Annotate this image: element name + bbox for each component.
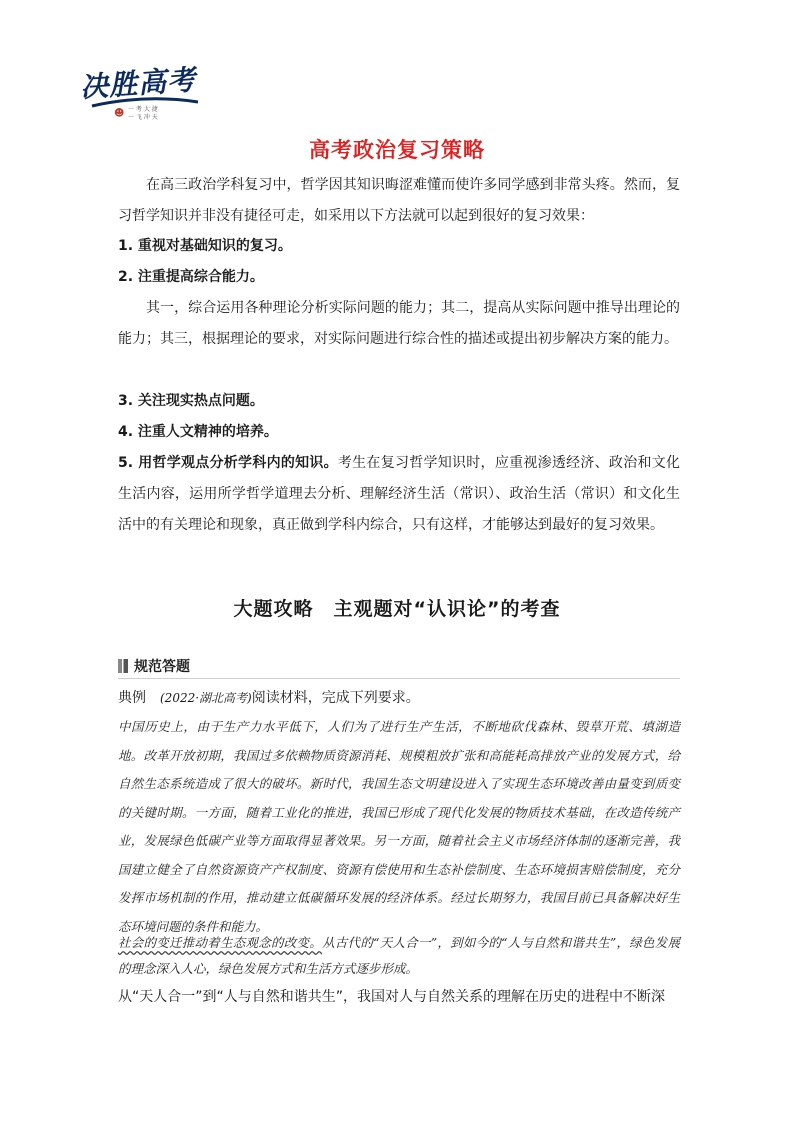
example-header [118, 686, 420, 710]
list-item-1: 1. 重视对基础知识的复习。 [118, 238, 292, 254]
logo-text: 决胜高考 [79, 62, 198, 105]
section-label-bar [118, 656, 680, 679]
material-underlined: 社会的变迁推动着生态观念的改变。 [118, 935, 323, 950]
example-prefix: 典例 [118, 690, 160, 706]
list-item-5-text: 考生在复习哲学知识时，应重视渗透经济、政治和文化生活内容，运用所学哲学道理去分析、理解经济生活（常识）、政治生活（常识）和文化生活中的有关理论和现象，真正做到学科内综合，只有这样，才能够达到最好的复习效果。 [118, 455, 680, 533]
answer-line: 从“天人合一”到“人与自然和谐共生”，我国对人与自然关系的理解在历史的进程中不断深 [118, 989, 666, 1005]
list-item-5 [118, 448, 680, 541]
material-paragraph-2 [118, 930, 680, 982]
logo-subtitle: 一 考 大 捷 一 飞 冲 天 [128, 106, 158, 121]
list-item-2-detail: 其一，综合运用各种理论分析实际问题的能力；其二，提高从实际问题中推导出理论的能力；其三，根据理论的要求，对实际问题进行综合性的描述或提出初步解决方案的能力。 [118, 300, 680, 347]
material-rest: 从古代的“天人合一”，到如今的“人与自然和谐共生”，绿色发展的理念深入人心，绿色发展方式和生活方式逐步形成。 [118, 935, 680, 976]
list-item-4: 4. 注重人文精神的培养。 [118, 424, 278, 440]
material-paragraph: 中国历史上，由于生产力水平低下，人们为了进行生产生活，不断地砍伐森林、毁草开荒、填湖造地。改革开放初期，我国过多依赖物质资源消耗、规模粗放扩张和高能耗高排放产业的发展方式，给自然生态系统造成了很大的破坏。新时代，我国生态文明建设进入了实现生态环境改善由量变到质变的关键时期。一方面，随着工业化的推进，我国已形成了现代化发展的物质技术基础，在改造传统产业，发展绿色低碳产业等方面取得显著效果。另一方面，随着社会主义市场经济体制的逐渐完善，我国建立健全了自然资源资产产权制度、资源有偿使用和生态补偿制度、生态环境损害赔偿制度，充分发挥市场机制的作用，推动建立低碳循环发展的经济体系。经过长期努力，我国目前已具备解决好生态环境问题的条件和能力。 [118, 719, 680, 934]
example-source: (2022·湖北高考) [160, 691, 252, 705]
list-item-5-label: 5. 用哲学观点分析学科内的知识。 [118, 455, 338, 471]
section-heading: 大题攻略 主观题对“认识论”的考查 [233, 598, 561, 620]
logo [80, 62, 210, 132]
list-item-3: 3. 关注现实热点问题。 [118, 393, 264, 409]
logo-mascot-icon: ☻ [114, 108, 125, 119]
list-item-2: 2. 注重提高综合能力。 [118, 269, 264, 285]
intro-paragraph: 在高三政治学科复习中，哲学因其知识晦涩难懂而使许多同学感到非常头疼。然而，复习哲学知识并非没有捷径可走，如采用以下方法就可以起到很好的复习效果： [118, 177, 680, 224]
example-instruction: 阅读材料，完成下列要求。 [251, 690, 420, 706]
section-bar-icon [118, 659, 128, 673]
section-label: 规范答题 [134, 659, 190, 675]
page-title: 高考政治复习策略 [309, 138, 485, 162]
